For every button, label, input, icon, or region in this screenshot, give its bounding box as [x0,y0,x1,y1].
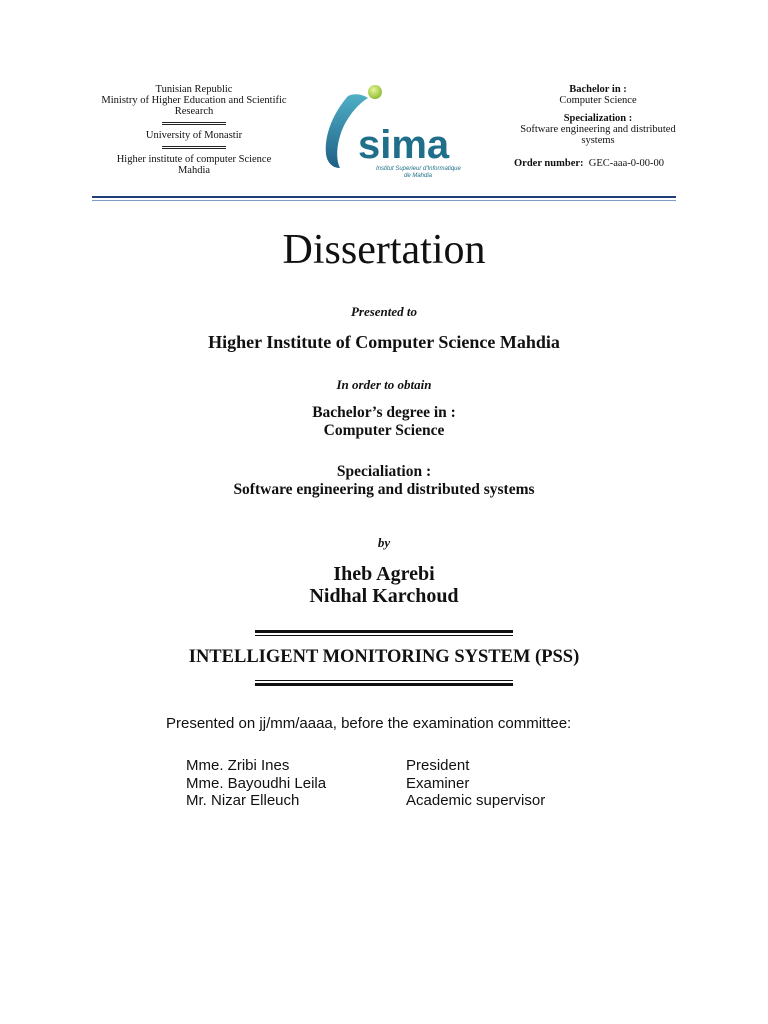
specialization-line-1: Software engineering and distributed [520,124,676,135]
degree-line-2: Computer Science [323,422,445,439]
author-name: Nidhal Karchoud [309,585,459,607]
title-rule-bottom [255,680,513,686]
committee-member-name: Mr. Nizar Elleuch [186,792,300,809]
header-separator [162,122,226,125]
header-separator [162,146,226,149]
committee-member-role: President [406,757,470,774]
committee-row [186,757,545,775]
author-name: Iheb Agrebi [333,563,435,585]
project-title: INTELLIGENT MONITORING SYSTEM (PSS) [188,647,580,667]
committee-member-role: Examiner [406,774,470,792]
document-title: Dissertation [282,227,486,273]
header-rule [92,196,676,202]
institute-line-1: Higher institute of computer Science [116,154,272,165]
header-right-block [500,84,696,169]
logo-tagline-1: Institut Superieur d'Informatique [376,166,461,172]
logo-wordmark: sima [358,123,450,167]
header-left-block [88,84,300,176]
specialization-line-2: systems [581,135,615,146]
specialization-label: Specialization : [563,113,633,124]
authors-block [0,563,768,607]
logo-tagline-2: de Mahdia [404,173,433,178]
degree-block [0,404,768,440]
specialiation-line-2: Software engineering and distributed systems [233,481,535,498]
committee-list [186,757,545,810]
university-name: University of Monastir [145,130,243,141]
order-number-row [500,158,696,169]
committee-row [186,792,545,810]
order-number-value: GEC-aaa-0-00-00 [588,158,664,169]
bachelor-label: Bachelor in : [569,84,627,95]
country-name: Tunisian Republic [155,84,233,95]
title-rule-top [255,630,513,636]
committee-intro: Presented on jj/mm/aaaa, before the examination committee: [166,715,572,732]
isima-logo-graphic [318,82,474,178]
institute-name: Higher Institute of Computer Science Mahdia [208,332,560,352]
committee-member-name: Mme. Zribi Ines [186,757,290,774]
by-label: by [377,535,391,550]
obtain-label: In order to obtain [336,377,432,392]
isima-logo [318,82,474,178]
specialiation-line-1: Specialiation : [336,463,432,480]
committee-member-name: Mme. Bayoudhi Leila [186,774,327,792]
committee-member-role: Academic supervisor [406,792,546,809]
specialiation-block [0,463,768,499]
institute-line-2: Mahdia [177,165,211,176]
committee-row [186,775,545,793]
order-number-label: Order number: [514,158,584,169]
presented-to-label: Presented to [350,304,418,319]
ministry-line-2: Research [174,106,214,117]
bachelor-value: Computer Science [559,95,637,106]
ministry-line-1: Ministry of Higher Education and Scientific [101,95,287,106]
degree-line-1: Bachelor’s degree in : [312,404,456,421]
